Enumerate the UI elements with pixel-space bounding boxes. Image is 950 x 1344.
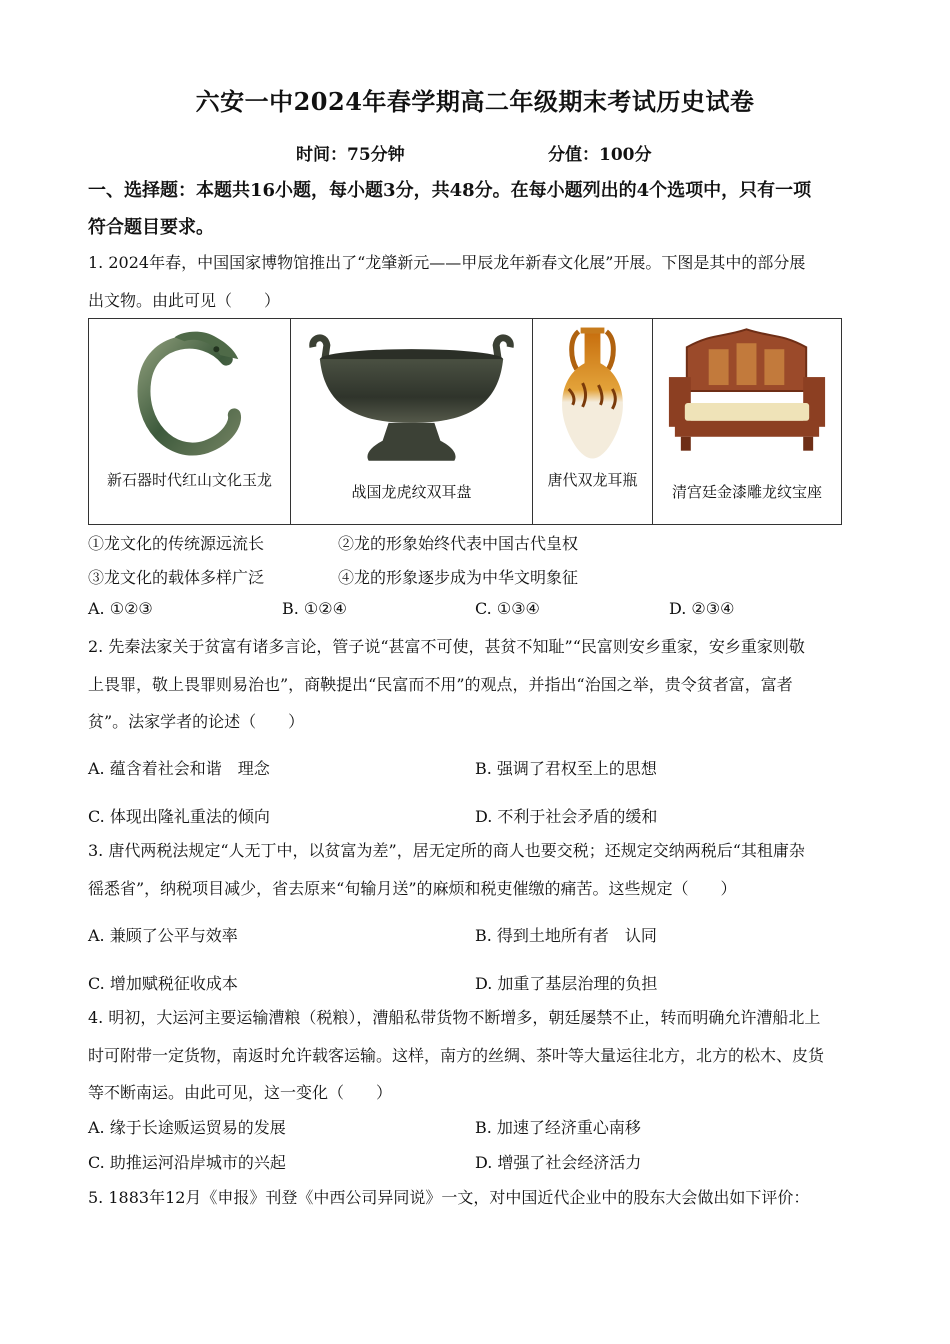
exam-title: 六安一中2024年春学期高二年级期末考试历史试卷 [195,87,755,116]
artifact-caption-vase: 唐代双龙耳瓶 [547,471,638,489]
q1-stem-line1: 1. 2024年春，中国国家博物馆推出了“龙肇新元——甲辰龙年新春文化展”开展。下图是其中的部分展 [88,253,806,272]
q1-option-c[interactable]: C. ①③④ [475,599,540,618]
q1-stem-line2: 出文物。由此可见（ ） [88,291,281,310]
bronze-basin-icon [291,319,532,464]
q2-option-c[interactable]: C. 体现出隆礼重法的倾向 [88,807,270,826]
q1-statement-1: ①龙文化的传统源远流长 [88,534,265,553]
q3-stem-line2: 徭悉省”，纳税项目减少，省去原来“旬输月送”的麻烦和税吏催缴的痛苦。这些规定（ ） [88,879,737,898]
q2-stem-line2: 上畏罪，敬上畏罪则易治也”，商鞅提出“民富而不用”的观点，并指出“治国之举，贵令贫者富，富者 [88,675,793,694]
section-heading-line2: 符合题目要求。 [88,217,214,238]
artifact-caption-jade-dragon: 新石器时代红山文化玉龙 [106,471,272,489]
q4-option-b[interactable]: B. 加速了经济重心南移 [475,1118,641,1137]
exam-time: 时间：75分钟 [296,145,405,165]
artifact-table [88,318,842,525]
q1-statement-4: ④龙的形象逐步成为中华文明象征 [338,568,579,587]
artifact-cell-bronze-basin [291,319,533,525]
q3-option-d[interactable]: D. 加重了基层治理的负担 [475,974,658,993]
artifact-cell-jade-dragon [89,319,291,525]
q4-stem-line1: 4. 明初，大运河主要运输漕粮（税粮），漕船私带货物不断增多，朝廷屡禁不止，转而明确允许漕船北上 [88,1008,821,1027]
q2-option-b[interactable]: B. 强调了君权至上的思想 [475,759,657,778]
q3-stem-line1: 3. 唐代两税法规定“人无丁中，以贫富为差”，居无定所的商人也要交税；还规定交纳两税后“其租庸杂 [88,841,805,860]
q2-stem-line1: 2. 先秦法家关于贫富有诸多言论，管子说“甚富不可使，甚贫不知耻”“民富则安乡重家，安乡重家则敬 [88,637,805,656]
dragon-handled-vase-icon [533,319,652,464]
q2-stem-line3: 贫”。法家学者的论述（ ） [88,712,305,731]
q1-statement-2: ②龙的形象始终代表中国古代皇权 [338,534,579,553]
q5-stem-line1: 5. 1883年12月《申报》刊登《中西公司异同说》一文，对中国近代企业中的股东大会做出如下评价： [88,1188,810,1207]
jade-dragon-icon [89,319,290,464]
q3-option-b[interactable]: B. 得到土地所有者 认同 [475,926,657,945]
q4-stem-line3: 等不断南运。由此可见，这一变化（ ） [88,1083,393,1102]
imperial-throne-icon [653,319,841,464]
q1-statement-3: ③龙文化的载体多样广泛 [88,568,265,587]
q1-option-d[interactable]: D. ②③④ [669,599,735,618]
q1-option-b[interactable]: B. ①②④ [282,599,347,618]
exam-score: 分值：100分 [548,145,652,165]
section-heading-line1: 一、选择题：本题共16小题，每小题3分，共48分。在每小题列出的4个选项中，只有一项 [88,180,812,201]
q4-option-c[interactable]: C. 助推运河沿岸城市的兴起 [88,1153,286,1172]
q4-option-a[interactable]: A. 缘于长途贩运贸易的发展 [88,1118,286,1137]
artifact-caption-bronze-basin: 战国龙虎纹双耳盘 [351,483,472,501]
artifact-cell-throne [653,319,842,525]
artifact-caption-throne: 清宫廷金漆雕龙纹宝座 [671,483,822,501]
q2-option-a[interactable]: A. 蕴含着社会和谐 理念 [88,759,270,778]
q2-option-d[interactable]: D. 不利于社会矛盾的缓和 [475,807,658,826]
q3-option-a[interactable]: A. 兼顾了公平与效率 [88,926,238,945]
q4-stem-line2: 时可附带一定货物，南返时允许载客运输。这样，南方的丝绸、茶叶等大量运往北方，北方的松木、皮货 [88,1046,825,1065]
q4-option-d[interactable]: D. 增强了社会经济活力 [475,1153,642,1172]
q3-option-c[interactable]: C. 增加赋税征收成本 [88,974,238,993]
artifact-cell-vase [533,319,653,525]
q1-option-a[interactable]: A. ①②③ [88,599,153,618]
